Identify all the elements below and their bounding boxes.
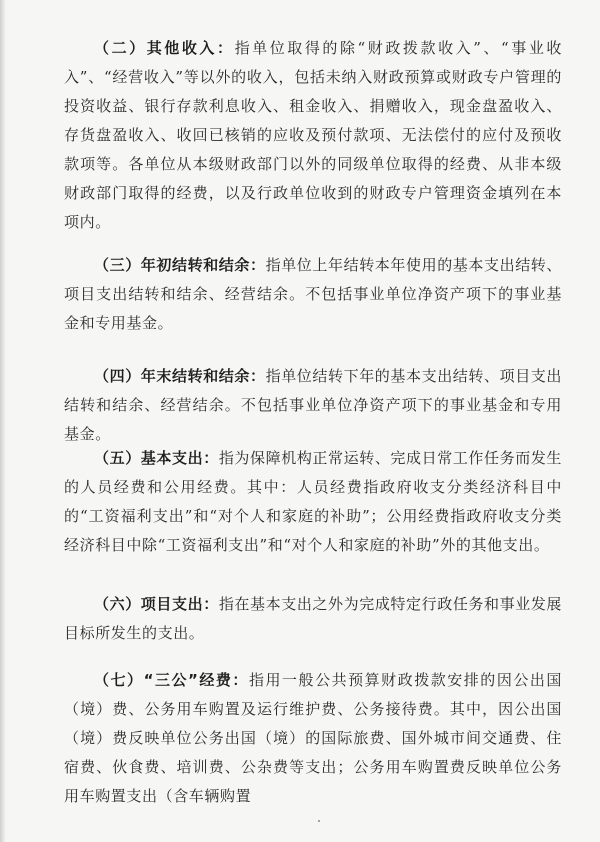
section-term: （五）基本支出：	[94, 449, 219, 467]
section-term: （四）年末结转和结余：	[94, 367, 266, 385]
section-text: 指为保障机构正常运转、完成日常工作任务而发生的人员经费和公用经费。其中：人员经费指政府收支分类经济科目中的“工资福利支出”和“对个人和家庭的补助”；公用经费指政府收支分类经济科目中除“工资福利支出”和“对个人和家庭的补助”外的其他支出。	[64, 449, 563, 554]
section-other-income	[64, 34, 562, 237]
section-text: 指在基本支出之外为完成特定行政任务和事业发展目标所发生的支出。	[64, 595, 563, 642]
section-three-public-expenses	[64, 666, 562, 811]
scan-edge-shadow	[0, 0, 6, 842]
section-text: 指单位上年结转本年使用的基本支出结转、项目支出结转和结余、经营结余。不包括事业单位净资产项下的事业基金和专用基金。	[64, 256, 563, 332]
scan-speck	[318, 820, 320, 822]
section-text: 指单位结转下年的基本支出结转、项目支出结转和结余、经营结余。不包括事业单位净资产项下的事业基金和专用基金。	[64, 367, 563, 443]
section-term: （七）“三公”经费：	[94, 671, 249, 689]
section-term: （二）其他收入：	[94, 39, 235, 57]
section-project-expenditure	[64, 590, 562, 648]
section-term: （六）项目支出：	[94, 595, 219, 613]
section-text: 指单位取得的除“财政拨款收入”、“事业收入”、“经营收入”等以外的收入，包括未纳入财政预算或财政专户管理的投资收益、银行存款利息收入、租金收入、捐赠收入，现金盘盈收入、存货盘盈收入、收回已核销的应收及预付款项、无法偿付的应付及预收款项等。各单位从本级财政部门以外的同级单位取得的经费、从非本级财政部门取得的经费，以及行政单位收到的财政专户管理资金填列在本项内。	[64, 39, 562, 231]
section-closing-carryover	[64, 362, 562, 449]
section-term: （三）年初结转和结余：	[94, 256, 266, 274]
section-text: 指用一般公共预算财政拨款安排的因公出国（境）费、公务用车购置及运行维护费、公务接待费。其中，因公出国（境）费反映单位公务出国（境）的国际旅费、国外城市间交通费、住宿费、伙食费、培训费、公杂费等支出；公务用车购置费反映单位公务用车购置支出（含车辆购置	[64, 671, 563, 805]
section-opening-carryover	[64, 251, 562, 338]
section-basic-expenditure	[64, 444, 562, 560]
